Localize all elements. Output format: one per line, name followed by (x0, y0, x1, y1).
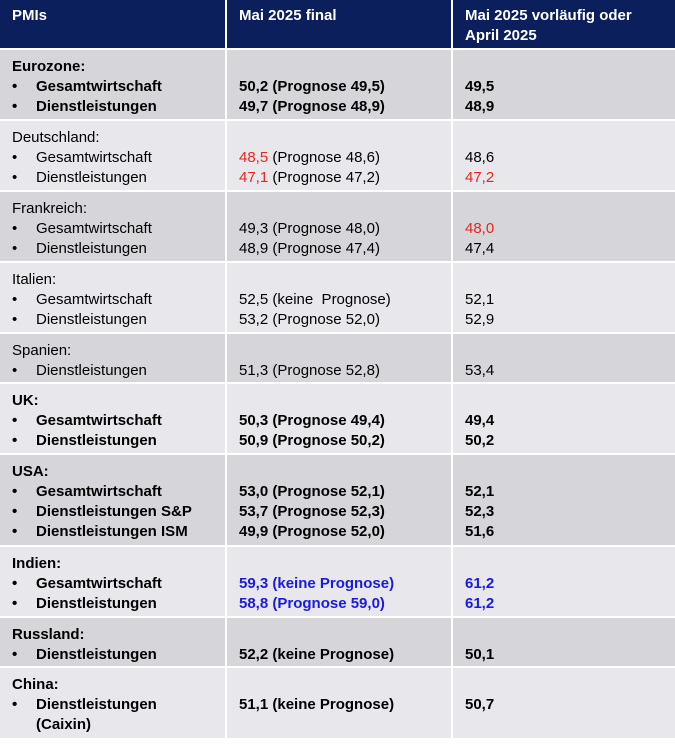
final-forecast-note: (Prognose 59,0) (268, 595, 385, 612)
spacer (239, 128, 439, 148)
prev-cell (452, 120, 675, 191)
table-row (0, 262, 675, 333)
final-forecast-note: (Prognose 49,5) (268, 78, 385, 95)
item-label-text: Gesamtwirtschaft (36, 291, 152, 308)
final-value-line (239, 310, 439, 330)
final-cell (226, 262, 452, 333)
country-cell (0, 667, 226, 738)
country-name: Indien: (12, 555, 62, 572)
prev-value: 48,9 (465, 98, 495, 115)
item-label (12, 148, 213, 168)
item-label-text: Dienstleistungen S&P (36, 503, 192, 520)
final-forecast-note: (Prognose 50,2) (268, 432, 385, 449)
item-label-text: Gesamtwirtschaft (36, 78, 162, 95)
final-cell (226, 454, 452, 546)
header-prelim-line2: April 2025 (465, 27, 537, 44)
final-value-line (239, 168, 439, 188)
item-label (12, 645, 213, 665)
final-value-line (239, 482, 439, 502)
final-value: 50,9 (239, 432, 269, 449)
final-forecast-note: (keine Prognose) (268, 646, 395, 663)
item-label-text: Dienstleistungen ISM (36, 523, 188, 540)
final-value-line (239, 239, 439, 259)
country-name: Eurozone: (12, 58, 86, 75)
bullet-icon: • (12, 523, 18, 540)
item-label (12, 77, 213, 97)
final-forecast-note: (keine Prognose) (268, 291, 391, 308)
item-label (12, 310, 213, 330)
country-name: Deutschland: (12, 129, 100, 146)
final-forecast-note: (Prognose 52,0) (268, 523, 385, 540)
item-label (12, 502, 213, 522)
table-row (0, 120, 675, 191)
spacer (465, 391, 663, 411)
final-cell (226, 191, 452, 262)
prev-value: 48,0 (465, 220, 495, 237)
final-value-line (239, 411, 439, 431)
item-label-continuation: (Caixin) (36, 716, 92, 733)
final-value: 50,3 (239, 412, 269, 429)
final-value-line (239, 219, 439, 239)
final-forecast-note: (Prognose 52,3) (268, 503, 385, 520)
final-value: 49,3 (239, 220, 269, 237)
final-forecast-note: (Prognose 52,8) (268, 362, 380, 379)
bullet-icon: • (12, 696, 18, 713)
prev-value: 50,2 (465, 432, 495, 449)
bullet-icon: • (12, 362, 18, 379)
spacer (239, 57, 439, 77)
prev-cell (452, 546, 675, 617)
country-name: Italien: (12, 271, 57, 288)
bullet-icon: • (12, 646, 18, 663)
bullet-icon: • (12, 503, 18, 520)
final-value: 48,9 (239, 240, 269, 257)
prev-value: 52,1 (465, 483, 495, 500)
spacer (465, 554, 663, 574)
prev-value: 61,2 (465, 595, 495, 612)
item-label-text: Gesamtwirtschaft (36, 412, 162, 429)
final-value: 49,9 (239, 523, 269, 540)
item-label (12, 361, 213, 381)
spacer (239, 391, 439, 411)
spacer (239, 199, 439, 219)
table-row (0, 191, 675, 262)
prev-value: 52,9 (465, 311, 495, 328)
final-value: 53,2 (239, 311, 269, 328)
item-label-text: Dienstleistungen (36, 696, 157, 713)
country-name: USA: (12, 463, 49, 480)
prev-cell (452, 617, 675, 667)
item-label (12, 97, 213, 117)
bullet-icon: • (12, 291, 18, 308)
item-label (12, 239, 213, 259)
prev-value: 51,6 (465, 523, 495, 540)
final-value-line (239, 502, 439, 522)
item-label (12, 411, 213, 431)
final-value: 48,5 (239, 149, 269, 166)
final-cell (226, 667, 452, 738)
bullet-icon: • (12, 432, 18, 449)
country-name: Spanien: (12, 342, 72, 359)
bullet-icon: • (12, 240, 18, 257)
spacer (239, 462, 439, 482)
spacer (465, 128, 663, 148)
item-label-text: Dienstleistungen (36, 362, 147, 379)
item-label-text: Gesamtwirtschaft (36, 483, 162, 500)
item-label-text: Dienstleistungen (36, 240, 147, 257)
item-label-text: Dienstleistungen (36, 98, 157, 115)
final-forecast-note: (keine Prognose) (268, 575, 395, 592)
item-label (12, 522, 213, 542)
final-forecast-note: (Prognose 49,4) (268, 412, 385, 429)
item-label (12, 219, 213, 239)
spacer (465, 199, 663, 219)
table-row (0, 617, 675, 667)
item-label-text: Dienstleistungen (36, 646, 157, 663)
bullet-icon: • (12, 149, 18, 166)
final-forecast-note: (Prognose 48,0) (268, 220, 380, 237)
prev-value: 50,1 (465, 646, 495, 663)
table-row (0, 49, 675, 120)
prev-value: 48,6 (465, 149, 495, 166)
table-row (0, 454, 675, 546)
final-forecast-note: (Prognose 47,4) (268, 240, 380, 257)
item-label-text: Dienstleistungen (36, 169, 147, 186)
prev-value: 47,2 (465, 169, 495, 186)
item-label-text: Dienstleistungen (36, 595, 157, 612)
bullet-icon: • (12, 98, 18, 115)
prev-cell (452, 454, 675, 546)
final-value: 53,7 (239, 503, 269, 520)
spacer (465, 57, 663, 77)
prev-cell (452, 383, 675, 454)
final-cell (226, 617, 452, 667)
final-value-line (239, 431, 439, 451)
final-value: 51,3 (239, 362, 269, 379)
country-name: UK: (12, 392, 39, 409)
final-value-line (239, 695, 439, 715)
final-cell (226, 49, 452, 120)
final-value: 49,7 (239, 98, 269, 115)
bullet-icon: • (12, 220, 18, 237)
country-cell (0, 617, 226, 667)
final-value-line (239, 594, 439, 614)
item-label-text: Gesamtwirtschaft (36, 575, 162, 592)
final-value: 47,1 (239, 169, 269, 186)
country-cell (0, 333, 226, 383)
country-cell (0, 191, 226, 262)
table-body (0, 49, 675, 738)
item-label (12, 594, 213, 614)
item-label (12, 168, 213, 188)
country-cell (0, 454, 226, 546)
final-value-line (239, 574, 439, 594)
bullet-icon: • (12, 311, 18, 328)
item-label-text: Dienstleistungen (36, 311, 147, 328)
country-cell (0, 546, 226, 617)
spacer (239, 341, 439, 361)
country-cell (0, 383, 226, 454)
bullet-icon: • (12, 78, 18, 95)
prev-value: 52,1 (465, 291, 495, 308)
item-label (12, 695, 213, 715)
prev-cell (452, 262, 675, 333)
prev-value: 61,2 (465, 575, 495, 592)
bullet-icon: • (12, 575, 18, 592)
final-cell (226, 383, 452, 454)
bullet-icon: • (12, 595, 18, 612)
prev-value: 52,3 (465, 503, 495, 520)
final-value-line (239, 290, 439, 310)
final-value: 52,2 (239, 646, 269, 663)
country-name: Russland: (12, 626, 85, 643)
prev-cell (452, 667, 675, 738)
bullet-icon: • (12, 169, 18, 186)
spacer (239, 270, 439, 290)
item-label (12, 290, 213, 310)
header-prelim (452, 0, 675, 49)
final-value: 51,1 (239, 696, 269, 713)
header-row (0, 0, 675, 49)
final-value: 59,3 (239, 575, 269, 592)
final-forecast-note: (Prognose 48,9) (268, 98, 385, 115)
bullet-icon: • (12, 412, 18, 429)
final-forecast-note: (Prognose 47,2) (268, 169, 380, 186)
item-label (12, 574, 213, 594)
table-row (0, 383, 675, 454)
country-cell (0, 49, 226, 120)
prev-value: 53,4 (465, 362, 495, 379)
final-value-line (239, 522, 439, 542)
final-cell (226, 333, 452, 383)
country-cell (0, 120, 226, 191)
final-forecast-note: (keine Prognose) (268, 696, 395, 713)
final-value-line (239, 645, 439, 665)
table-row (0, 333, 675, 383)
final-value: 53,0 (239, 483, 269, 500)
item-label (12, 431, 213, 451)
final-value-line (239, 77, 439, 97)
item-label-text: Gesamtwirtschaft (36, 220, 152, 237)
final-forecast-note: (Prognose 52,1) (268, 483, 385, 500)
final-value: 52,5 (239, 291, 269, 308)
table-row (0, 667, 675, 738)
spacer (239, 675, 439, 695)
spacer (239, 554, 439, 574)
final-cell (226, 546, 452, 617)
final-cell (226, 120, 452, 191)
header-final: Mai 2025 final (226, 0, 452, 49)
spacer (239, 625, 439, 645)
header-pmis: PMIs (0, 0, 226, 49)
prev-cell (452, 49, 675, 120)
prev-cell (452, 191, 675, 262)
final-value-line (239, 97, 439, 117)
country-name: Frankreich: (12, 200, 88, 217)
bullet-icon: • (12, 483, 18, 500)
item-label-text: Dienstleistungen (36, 432, 157, 449)
spacer (465, 675, 663, 695)
item-label (12, 482, 213, 502)
spacer (465, 462, 663, 482)
header-prelim-line1: Mai 2025 vorläufig oder (465, 7, 632, 24)
final-value-line (239, 148, 439, 168)
prev-value: 49,5 (465, 78, 495, 95)
country-cell (0, 262, 226, 333)
spacer (465, 270, 663, 290)
final-value: 58,8 (239, 595, 269, 612)
prev-cell (452, 333, 675, 383)
prev-value: 47,4 (465, 240, 495, 257)
country-name: China: (12, 676, 59, 693)
prev-value: 49,4 (465, 412, 495, 429)
final-forecast-note: (Prognose 48,6) (268, 149, 380, 166)
final-value-line (239, 361, 439, 381)
table-row (0, 546, 675, 617)
prev-value: 50,7 (465, 696, 495, 713)
item-label-text: Gesamtwirtschaft (36, 149, 152, 166)
final-value: 50,2 (239, 78, 269, 95)
final-forecast-note: (Prognose 52,0) (268, 311, 380, 328)
spacer (465, 341, 663, 361)
spacer (465, 625, 663, 645)
